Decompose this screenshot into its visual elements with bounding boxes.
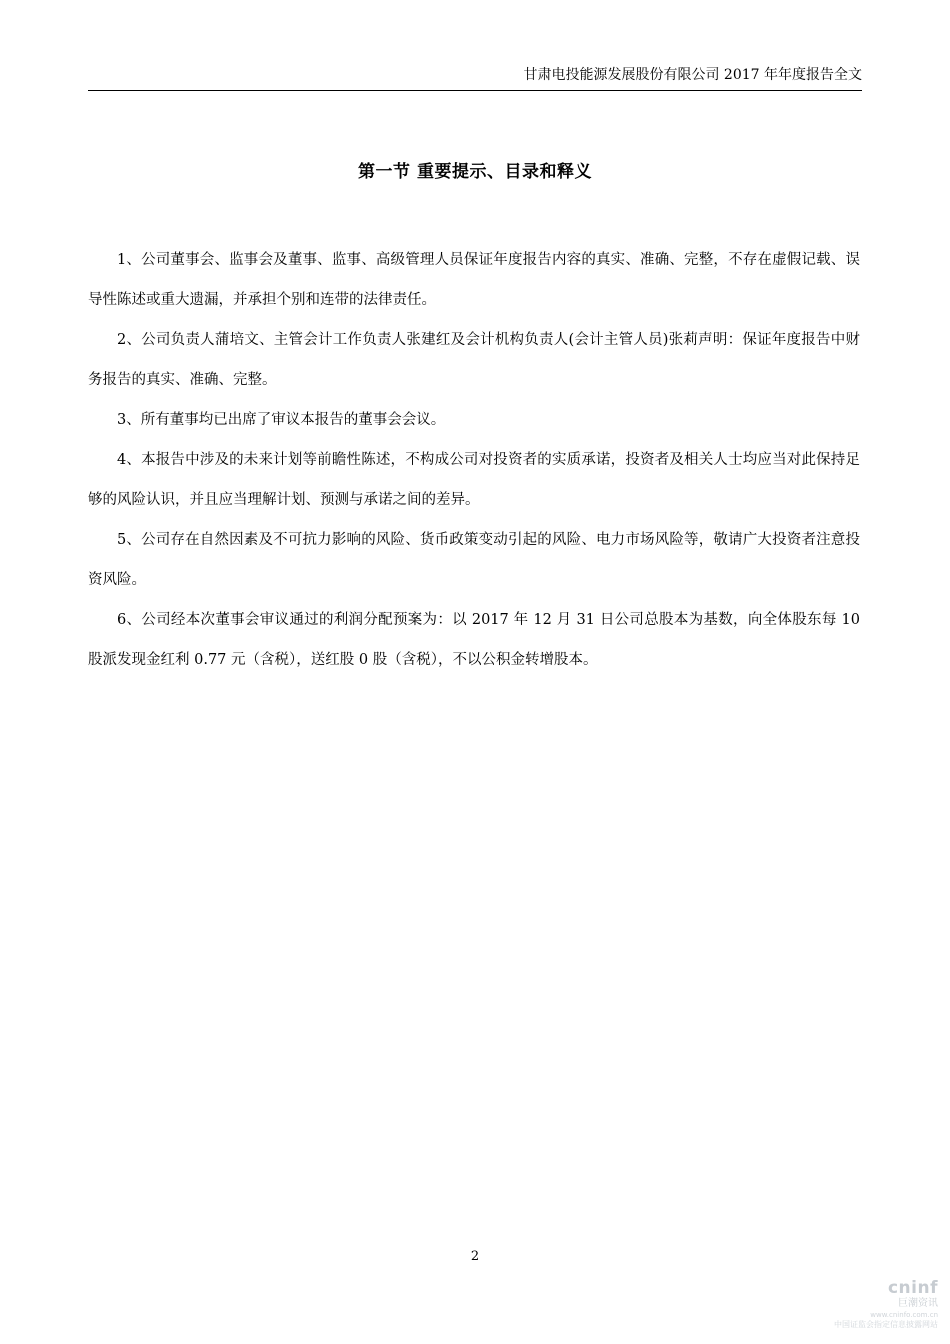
notice-paragraph-6: 6、公司经本次董事会审议通过的利润分配预案为：以 2017 年 12 月 31 日公司总股本为基数，向全体股东每 10 股派发现金红利 0.77 元（含税），送红股 0 股（含税），不以公积金转增股本。 [88,612,860,668]
watermark-logo: cninf [887,1278,938,1298]
notice-paragraph-4: 4、本报告中涉及的未来计划等前瞻性陈述，不构成公司对投资者的实质承诺，投资者及相关人士均应当对此保持足够的风险认识，并且应当理解计划、预测与承诺之间的差异。 [88,452,860,508]
notice-paragraph-2: 2、公司负责人蒲培文、主管会计工作负责人张建红及会计机构负责人(会计主管人员)张莉声明：保证年度报告中财务报告的真实、准确、完整。 [88,332,860,388]
page-number: 2 [470,1249,480,1264]
watermark-cn-name: 巨潮资讯 [898,1298,938,1309]
notice-paragraph-1: 1、公司董事会、监事会及董事、监事、高级管理人员保证年度报告内容的真实、准确、完整，不存在虚假记载、误导性陈述或重大遗漏，并承担个别和连带的法律责任。 [88,252,860,308]
cninfo-watermark [828,1278,938,1338]
watermark-url: www.cninfo.com.cn [870,1311,938,1319]
section-title: 第一节 重要提示、目录和释义 [358,162,592,182]
header-title: 甘肃电投能源发展股份有限公司 2017 年年度报告全文 [523,67,862,83]
notice-paragraph-5: 5、公司存在自然因素及不可抗力影响的风险、货币政策变动引起的风险、电力市场风险等，敬请广大投资者注意投资风险。 [88,532,860,588]
page-header [88,64,862,91]
body-content [88,240,860,680]
notice-paragraph-3: 3、所有董事均已出席了审议本报告的董事会会议。 [117,412,446,428]
watermark-subtitle: 中国证监会指定信息披露网站 [834,1320,938,1329]
